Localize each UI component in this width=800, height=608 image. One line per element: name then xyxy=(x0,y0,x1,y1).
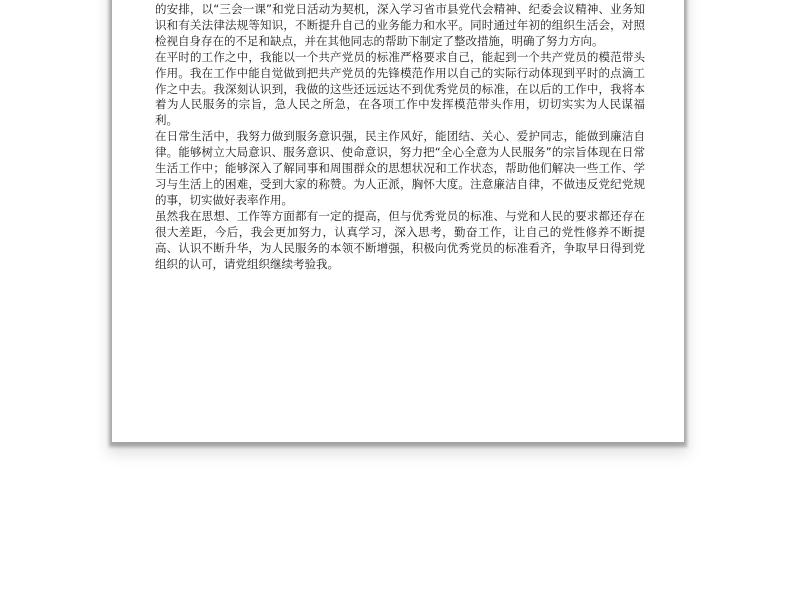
paragraph-study: 的安排，以“三会一课”和党日活动为契机，深入学习省市县党代会精神、纪委会议精神、业务知识和有关法律法规等知识，不断提升自己的业务能力和水平。同时通过年初的组织生活会，对照检视自身存在的不足和缺点，并在其他同志的帮助下制定了整改措施，明确了努力方向。 xyxy=(155,2,645,48)
document-body xyxy=(155,2,645,272)
paragraph-conclusion: 虽然我在思想、工作等方面都有一定的提高，但与优秀党员的标准、与党和人民的要求都还存在很大差距，今后，我会更加努力，认真学习，深入思考，勤奋工作，让自己的党性修养不断提高、认识不断升华，为人民服务的本领不断增强，积极向优秀党员的标准看齐，争取早日得到党组织的认可，请党组织继续考验我。 xyxy=(155,208,645,271)
paragraph-daily-life: 在日常生活中，我努力做到服务意识强，民主作风好，能团结、关心、爱护同志，能做到廉洁自律。能够树立大局意识、服务意识、使命意识，努力把“全心全意为人民服务”的宗旨体现在日常生活工作中；能够深入了解同事和周围群众的思想状况和工作状态，帮助他们解决一些工作、学习与生活上的困难，受到大家的称赞。为人正派，胸怀大度。注意廉洁自律，不做违反党纪党规的事，切实做好表率作用。 xyxy=(155,129,645,207)
paragraph-work: 在平时的工作之中，我能以一个共产党员的标准严格要求自己，能起到一个共产党员的模范带头作用。我在工作中能自觉做到把共产党员的先锋模范作用以自己的实际行动体现到平时的点滴工作之中去。我深刻认识到，我做的这些还远远达不到优秀党员的标准，在以后的工作中，我将本着为人民服务的宗旨，急人民之所急，在各项工作中发挥模范带头作用，切切实实为人民谋福利。 xyxy=(155,49,645,128)
document-page xyxy=(112,0,684,442)
